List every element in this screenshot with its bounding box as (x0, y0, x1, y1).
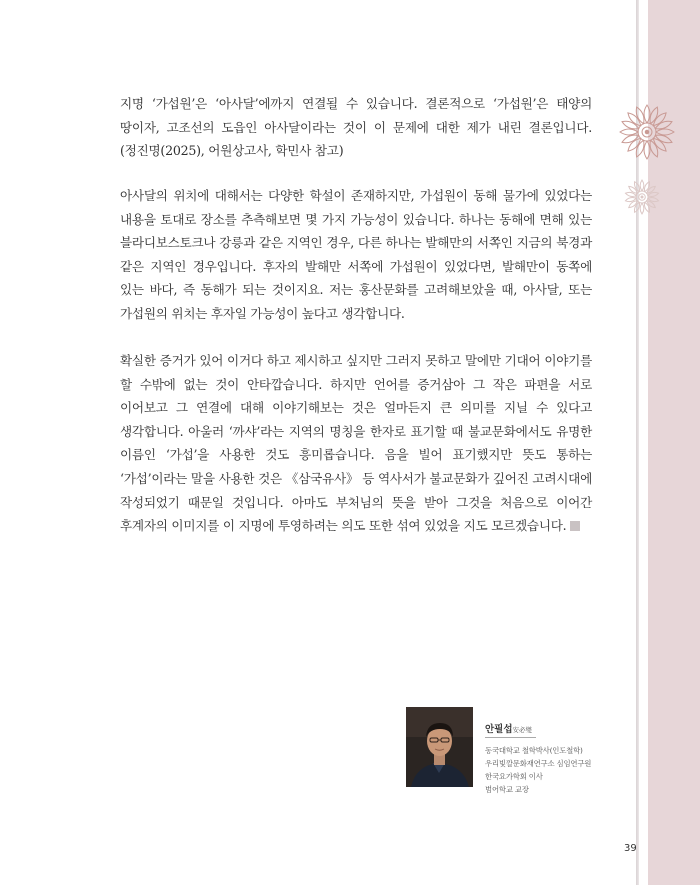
author-title-2: 우리빛깔문화재연구소 심임연구원 (485, 759, 592, 768)
author-name: 안필섭 (485, 724, 513, 735)
end-square-icon (570, 521, 580, 531)
author-photo (406, 707, 473, 787)
author-titles (485, 744, 635, 796)
lotus-rosette-icon (618, 97, 676, 167)
paragraph-2: 아사달의 위치에 대해서는 다양한 학설이 존재하지만, 가섭원이 동해 물가에 있었다는 내용을 토대로 장소를 추측해보면 몇 가지 가능성이 있습니다. 하나는 동해에 면해 있는 블라디보스토크나 강릉과 같은 지역인 경우, 다른 하나는 발해만의 서쪽인 지금의 북경과 같은 지역인 경우입니다. 후자의 발해만 서쪽에 가섭원이 있었다면, 발해만이 동쪽에 있는 바다, 즉 동해가 되는 것이지요. 저는 홍산문화를 고려해보았을 때, 아사달, 또는 가섭원의 위치는 후자일 가능성이 높다고 생각합니다. (120, 188, 592, 321)
author-title-3: 한국요가학회 이사 (485, 772, 543, 781)
author-portrait-image (406, 707, 473, 787)
author-profile (406, 707, 636, 794)
paragraph-1: 지명 ‘가섭원’은 ‘아사달’에까지 연결될 수 있습니다. 결론적으로 ‘가섭원’은 태양의 땅이자, 고조선의 도읍인 아사달이라는 것이 이 문제에 대한 제가 내린 결론입니다.(정진명(2025), 어원상고사, 학민사 참고) (120, 96, 592, 159)
author-name-line (485, 721, 536, 738)
author-name-hanja: 安必燮 (512, 726, 533, 734)
author-title-1: 동국대학교 철학박사(인도철학) (485, 746, 583, 755)
author-title-4: 범어학교 교장 (485, 785, 529, 794)
lotus-rosette-faded-icon (622, 177, 662, 217)
paragraph-3-text: 확실한 증거가 있어 이거다 하고 제시하고 싶지만 그러지 못하고 말에만 기대어 이야기를 할 수밖에 없는 것이 안타깝습니다. 하지만 언어를 증거삼아 그 작은 파편을 서로 이어보고 그 연결에 대해 이야기해보는 것은 얼마든지 큰 의미를 지닐 수 있다고 생각합니다. 아울러 ‘까샤’라는 지역의 명칭을 한자로 표기할 때 불교문화에서도 유명한 이름인 ‘가섭’을 사용한 것도 흥미롭습니다. 음을 빌어 표기했지만 뜻도 통하는 ‘가섭’이라는 말을 사용한 것은 《삼국유사》 등 역사서가 불교문화가 깊어진 고려시대에 작성되었기 때문일 것입니다. 아마도 부처님의 뜻을 받아 그것을 처음으로 이어간 후계자의 이미지를 이 지명에 투영하려는 의도 또한 섞여 있었을 지도 모르겠습니다. (120, 353, 592, 534)
author-info (485, 717, 635, 796)
page-number: 39 (624, 843, 637, 854)
paragraph-3 (120, 349, 592, 538)
